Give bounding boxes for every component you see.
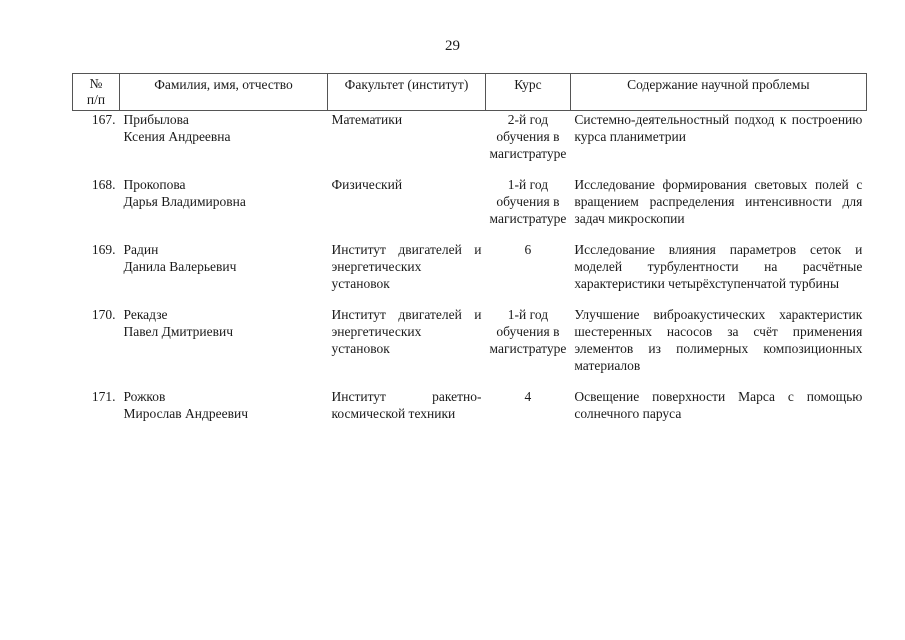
research-topic: Исследование формирования световых полей с вращением распределения интенсивности для задач микроскопии <box>574 177 863 226</box>
course: 1-й год обучения в магистратуре <box>489 307 567 356</box>
page-number: 29 <box>445 38 460 54</box>
course: 1-й год обучения в магистратуре <box>489 177 567 226</box>
surname: Прокопова <box>123 177 186 192</box>
table-row <box>73 111 867 177</box>
research-topic: Улучшение виброакустических характеристик шестеренных насосов за счёт применения элементов из полимерных композиционных материалов <box>574 307 863 373</box>
table-row <box>73 176 867 241</box>
given-names: Ксения Андреевна <box>123 129 231 144</box>
table-row <box>73 241 867 306</box>
row-number: 170. <box>91 307 116 322</box>
table-row <box>73 306 867 388</box>
research-topic: Исследование влияния параметров сеток и моделей турбулентности на расчётные характеристики четырёхступенчатой турбины <box>574 242 863 291</box>
header-faculty: Факультет (институт) <box>328 74 486 111</box>
row-number: 169. <box>91 242 116 257</box>
person-name <box>120 176 328 241</box>
header-number: № п/п <box>73 74 120 111</box>
table-row <box>73 388 867 436</box>
person-name <box>120 388 328 436</box>
surname: Рожков <box>123 389 166 404</box>
researchers-table <box>72 73 867 436</box>
course: 6 <box>524 242 532 257</box>
faculty: Физический <box>331 177 403 192</box>
header-name: Фамилия, имя, отчество <box>120 74 328 111</box>
person-name <box>120 111 328 177</box>
faculty: Институт двигателей и энергетических установок <box>331 307 482 356</box>
faculty: Институт ракетно-космической техники <box>331 389 482 421</box>
research-topic: Системно-деятельностный подход к построению курса планиметрии <box>574 112 863 144</box>
surname: Радин <box>123 242 159 257</box>
header-course: Курс <box>486 74 571 111</box>
course: 2-й год обучения в магистратуре <box>489 112 567 161</box>
header-content: Содержание научной проблемы <box>570 74 866 111</box>
given-names: Данила Валерьевич <box>123 259 237 274</box>
table-header-row <box>73 74 867 111</box>
surname: Прибылова <box>123 112 189 127</box>
row-number: 171. <box>91 389 116 404</box>
research-topic: Освещение поверхности Марса с помощью солнечного паруса <box>574 389 863 421</box>
row-number: 167. <box>91 112 116 127</box>
person-name <box>120 241 328 306</box>
given-names: Мирослав Андреевич <box>123 406 248 421</box>
person-name <box>120 306 328 388</box>
course: 4 <box>524 389 532 404</box>
faculty: Институт двигателей и энергетических установок <box>331 242 482 291</box>
row-number: 168. <box>91 177 116 192</box>
surname: Рекадзе <box>123 307 168 322</box>
given-names: Дарья Владимировна <box>123 194 246 209</box>
faculty: Математики <box>331 112 403 127</box>
given-names: Павел Дмитриевич <box>123 324 234 339</box>
